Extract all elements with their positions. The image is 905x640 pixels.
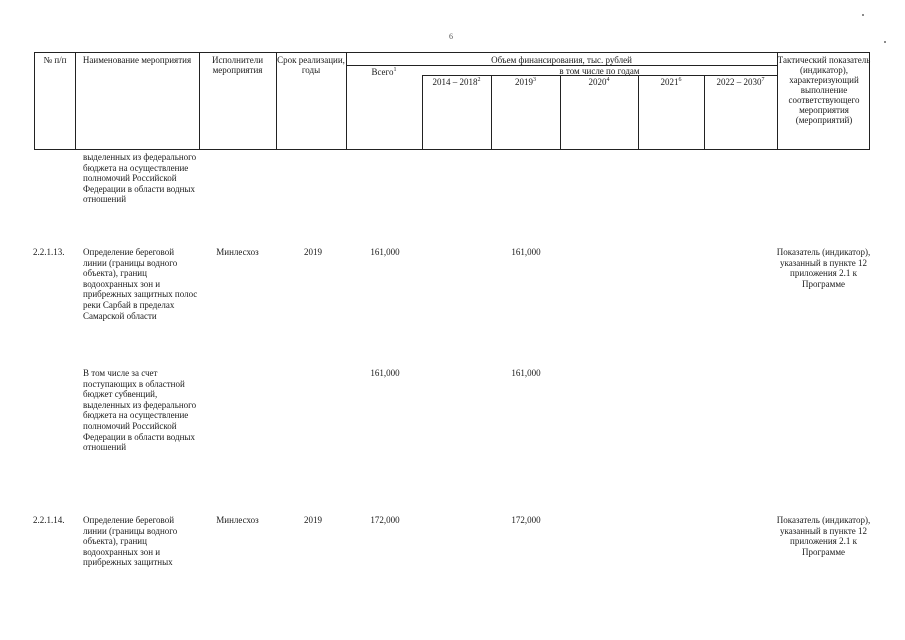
row-name: Определение береговой линии (границы водного объекта), границ водоохранных зон и прибрежных защитных полос реки Сарбай в пределах Самарской области	[83, 247, 198, 321]
row-name: выделенных из федерального бюджета на осуществление полномочий Российской Федерации в области водных отношений	[83, 152, 197, 205]
row-total: 161,000	[370, 368, 400, 378]
row-year: 2019	[304, 515, 322, 525]
scan-speck	[862, 14, 864, 16]
header-year-2019: 2019$^3$	[515, 77, 536, 87]
header-year-2014-2018: 2014 – 2018$^2$	[432, 77, 481, 87]
row-year: 2019	[304, 247, 322, 257]
header-name: Наименование мероприятия	[82, 55, 192, 65]
row-indicator: Показатель (индикатор), указанный в пункте 12 приложения 2.1 к Программе	[776, 247, 871, 289]
row-num: 2.2.1.13.	[33, 247, 65, 257]
header-term: Срок реализации, годы	[277, 55, 345, 75]
header-year-2020: 2020$^4$	[588, 77, 610, 87]
row-executor: Минлесхоз	[216, 515, 259, 525]
header-executors: Исполнители мероприятия	[211, 55, 264, 75]
header-num: № п/п	[43, 55, 67, 65]
row-2019: 161,000	[511, 247, 541, 257]
row-total: 161,000	[370, 247, 400, 257]
row-2019: 161,000	[511, 368, 541, 378]
table-header	[34, 52, 870, 150]
row-num: 2.2.1.14.	[33, 515, 65, 525]
header-by-years: в том числе по годам	[559, 66, 640, 76]
row-indicator: Показатель (индикатор), указанный в пункте 12 приложения 2.1 к Программе	[776, 515, 871, 557]
header-indicator: Тактический показатель (индикатор), характеризующий выполнение соответствующего мероприятия (мероприятий)	[777, 55, 871, 125]
page-number: 6	[449, 32, 453, 41]
header-financing: Объем финансирования, тыс. рублей	[491, 55, 632, 65]
row-2019: 172,000	[511, 515, 541, 525]
row-name: Определение береговой линии (границы водного объекта), границ водоохранных зон и прибрежных защитных	[83, 515, 178, 568]
header-year-2021: 2021$^6$	[660, 77, 682, 87]
row-executor: Минлесхоз	[216, 247, 259, 257]
header-year-2022-2030: 2022 – 2030$^7$	[716, 77, 765, 87]
scan-speck	[884, 41, 886, 43]
row-name: В том числе за счет поступающих в областной бюджет субвенций, выделенных из федерального бюджета на осуществление полномочий Российской Федерации в области водных отношений	[83, 368, 197, 453]
row-total: 172,000	[370, 515, 400, 525]
header-total: Всего$^1$	[371, 67, 397, 77]
